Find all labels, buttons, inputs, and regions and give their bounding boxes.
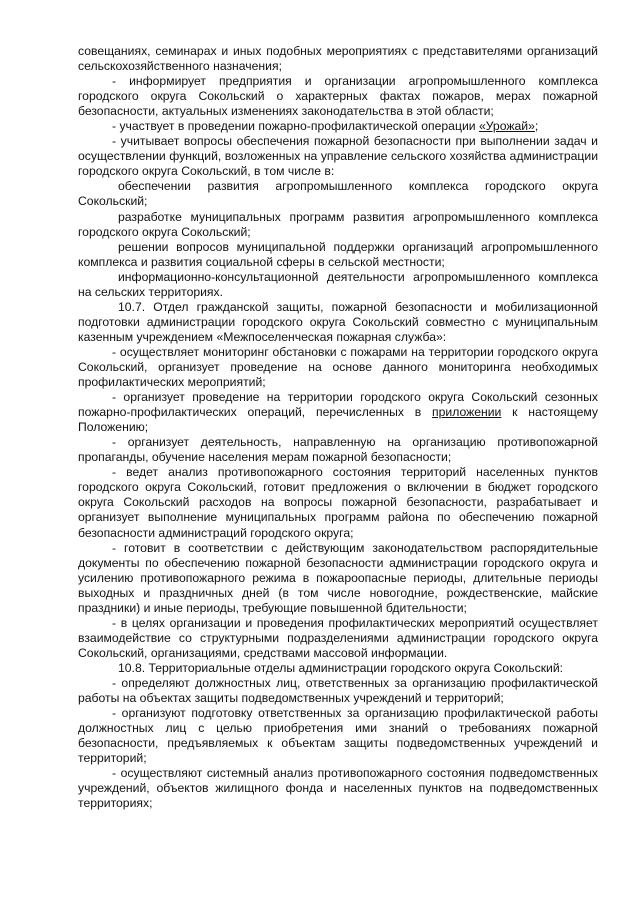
paragraph-text: решении вопросов муниципальной поддержки организаций агропромышленного комплекса и развития социальной сферы в сельской местности; bbox=[78, 239, 598, 269]
paragraph-p15 bbox=[78, 616, 598, 661]
paragraph-text: 10.7. Отдел гражданской защиты, пожарной безопасности и мобилизационной подготовки администрации городского округа Сокольский совместно с муниципальным казенным учреждением «Межпоселенческая пожарная служба»: bbox=[78, 299, 598, 344]
paragraph-text: ; bbox=[534, 119, 539, 134]
paragraph-p1 bbox=[78, 44, 598, 74]
paragraph-p11 bbox=[78, 390, 598, 435]
paragraph-text: - учитывает вопросы обеспечения пожарной безопасности при выполнении задач и осуществлении функций, возложенных на управление сельского хозяйства администрации городского округа Сокольский, в том числе в: bbox=[78, 134, 598, 179]
paragraph-text: - организует деятельность, направленную на организацию противопожарной пропаганды, обучение населения мерам пожарной безопасности; bbox=[78, 435, 598, 465]
paragraph-text: к настоящему Положению; bbox=[78, 405, 598, 435]
paragraph-text: информационно-консультационной деятельности агропромышленного комплекса на сельских территориях. bbox=[78, 269, 598, 299]
paragraph-text: - осуществляет мониторинг обстановки с пожарами на территории городского округа Сокольский, организует проведение на основе данного мониторинга необходимых профилактических мероприятий; bbox=[78, 344, 598, 390]
document-page bbox=[78, 44, 598, 811]
paragraph-p18 bbox=[78, 706, 598, 766]
paragraph-text: - ведет анализ противопожарного состояния территорий населенных пунктов городского округа Сокольский, готовит предложения о включении в бюджет городского округа Сокольский расходов на вопросы пожарной безопасности, разрабатывает и организует выполнение муниципальных программ района по обеспечению пожарной безопасности администраций городского округа; bbox=[78, 465, 598, 540]
hyperlink[interactable]: «Урожай» bbox=[478, 119, 535, 134]
paragraph-text: 10.8. Территориальные отделы администрации городского округа Сокольский: bbox=[118, 660, 564, 675]
paragraph-text: - информирует предприятия и организации агропромышленного комплекса городского округа Сокольский о характерных фактах пожаров, мерах пожарной безопасности, актуальных изменениях законодательства в этой области; bbox=[78, 74, 598, 119]
paragraph-p2 bbox=[78, 74, 598, 119]
paragraph-p9 bbox=[78, 300, 598, 345]
paragraph-text: - определяют должностных лиц, ответственных за организацию профилактической работы на объектах защиты подведомственных учреждений и территорий; bbox=[78, 675, 598, 706]
paragraph-p17 bbox=[78, 676, 598, 706]
paragraph-p3 bbox=[78, 119, 598, 134]
paragraph-text: - участвует в проведении пожарно-профилактической операции bbox=[112, 119, 479, 134]
paragraph-text: - готовит в соответствии с действующим законодательством распорядительные документы по обеспечению пожарной безопасности администрации городского округа и усилению противопожарного режима в пожароопасные периоды, длительные периоды выходных и праздничных дней (в том числе новогодние, рождественские, майские праздники) и иные периоды, требующие повышенной бдительности; bbox=[78, 540, 598, 615]
paragraph-text: совещаниях, семинарах и иных подобных мероприятиях с представителями организаций сельскохозяйственного назначения; bbox=[78, 44, 598, 74]
paragraph-p6 bbox=[78, 210, 598, 240]
paragraph-text: разработке муниципальных программ развития агропромышленного комплекса городского округа Сокольский; bbox=[78, 209, 598, 239]
paragraph-text: обеспечении развития агропромышленного комплекса городского округа Сокольский; bbox=[78, 179, 598, 209]
paragraph-p12 bbox=[78, 435, 598, 465]
paragraph-p14 bbox=[78, 541, 598, 616]
paragraph-p4 bbox=[78, 134, 598, 179]
paragraph-p16 bbox=[78, 661, 598, 676]
paragraph-text: - осуществляют системный анализ противопожарного состояния подведомственных учреждений, объектов жилищного фонда и населенных пунктов на подведомственных территориях; bbox=[78, 766, 598, 811]
paragraph-p8 bbox=[78, 270, 598, 300]
hyperlink[interactable]: приложении bbox=[432, 405, 502, 420]
paragraph-text: - в целях организации и проведения профилактических мероприятий осуществляет взаимодействие со структурными подразделениями администрации городского округа Сокольский, организациями, средствами массовой информации. bbox=[78, 615, 598, 660]
paragraph-p19 bbox=[78, 766, 598, 811]
paragraph-text: - организуют подготовку ответственных за организацию профилактической работы должностных лиц с целью приобретения ими знаний о требованиях пожарной безопасности, предъявляемых к объектам защиты подведомственных учреждений и территорий; bbox=[78, 706, 598, 766]
paragraph-text: - организует проведение на территории городского округа Сокольский сезонных пожарно-профилактических операций, перечисленных в bbox=[78, 390, 598, 420]
paragraph-p7 bbox=[78, 240, 598, 270]
paragraph-p13 bbox=[78, 465, 598, 540]
paragraph-p5 bbox=[78, 179, 598, 209]
paragraph-p10 bbox=[78, 345, 598, 390]
